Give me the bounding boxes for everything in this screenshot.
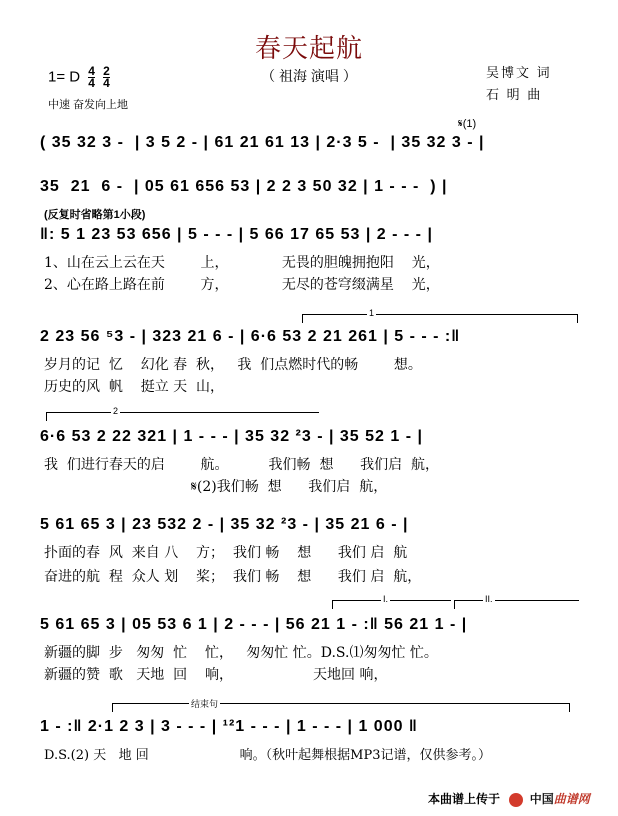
key-signature [48,66,110,89]
upload-text: 本曲谱上传于 [428,792,501,806]
lyric-line-8: D.S.(2) 天 地 回 响。（秋叶起舞根据MP3记谱，仅供参考。） [44,748,491,763]
performer: （ 祖海 演唱 ） [261,68,357,84]
repeat-annotation: (反复时省略第1小段) [44,209,146,221]
volta-bracket-1: 1 [302,314,578,323]
site-logo-icon [509,793,523,807]
footer-credit [428,790,590,807]
staff-line-2: 35 21 6 - | 05 61 656 53 | 2 2 3 50 32 | 1 - - - ) | [40,178,448,195]
lyric-line-5a: 我 们进行春天的启 航。 我们畅 想 我们启 航， [44,457,440,473]
site-name-part2[interactable]: 曲谱网 [553,792,590,806]
staff-line-4: 2 23 56 ⁵3 - | 323 21 6 - | 6·6 53 2 21 261 | 5 - - - :‖ [40,328,461,345]
ending-bracket-1: I. [332,600,451,609]
staff-line-1: ( 35 32 3 - | 3 5 2 - | 61 21 61 13 | 2·3 5 - | 35 32 3 - | [40,134,485,151]
staff-line-8: 1 - :‖ 2·1 2 3 | 3 - - - | ¹²1 - - - | 1 - - - | 1 000 ‖ [40,718,418,735]
time-signature-1: $\frac{4}{4}$ [88,64,95,90]
lyric-line-3b: 2、心在路上路在前 方， 无尽的苍穹缀满星 光， [44,277,440,293]
time-signature-2: $\frac{2}{4}$ [103,64,110,90]
lyricist: 吴博文 词 [486,65,552,80]
lyric-line-4a: 岁月的记 忆 幻化 春 秋， 我 们点燃时代的畅 想。 [44,357,422,373]
lyric-line-7b: 新疆的赞 歌 天地 回 响， 天地回 响， [44,667,388,683]
key-label: 1= D [48,68,81,86]
song-title: 春天起航 [254,33,363,63]
composer: 石 明 曲 [486,87,543,102]
lyric-line-3a: 1、山在云上云在天 上， 无畏的胆魄拥抱阳 光， [44,255,440,271]
ending-bracket-2: II. [454,600,579,609]
credits [486,62,552,106]
staff-line-5: 6·6 53 2 22 321 | 1 - - - | 35 32 ²3 - | 35 52 1 - | [40,428,423,445]
staff-line-7: 5 61 65 3 | 05 53 6 1 | 2 - - - | 56 21 1 - :‖ 56 21 1 - | [40,616,468,633]
staff-line-6: 5 61 65 3 | 23 532 2 - | 35 32 ²3 - | 35 21 6 - | [40,516,409,533]
lyric-line-4b: 历史的风 帆 挺立 天 山， [44,379,225,395]
lyric-line-6b: 奋进的航 程 众人 划 桨； 我们 畅 想 我们 启 航， [44,569,422,585]
tempo-marking: 中速 奋发向上地 [48,99,129,111]
lyric-line-6a: 扑面的春 风 来自 八 方； 我们 畅 想 我们 启 航 [44,545,408,561]
staff-line-3: ‖: 5 1 23 53 656 | 5 - - - | 5 66 17 65 53 | 2 - - - | [40,226,433,243]
lyric-line-5b: 𝄋(2)我们畅 想 我们启 航， [44,479,388,495]
coda-bracket: 结束句 [112,703,570,712]
site-name-part1[interactable]: 中国 [529,792,554,806]
lyric-line-7a: 新疆的脚 步 匆匆 忙 忙， 匆匆忙 忙。D.S.⑴匆匆忙 忙。 [44,645,438,661]
segno-mark-1: 𝄋(1) [458,118,477,130]
volta-bracket-2: 2 [46,412,319,421]
